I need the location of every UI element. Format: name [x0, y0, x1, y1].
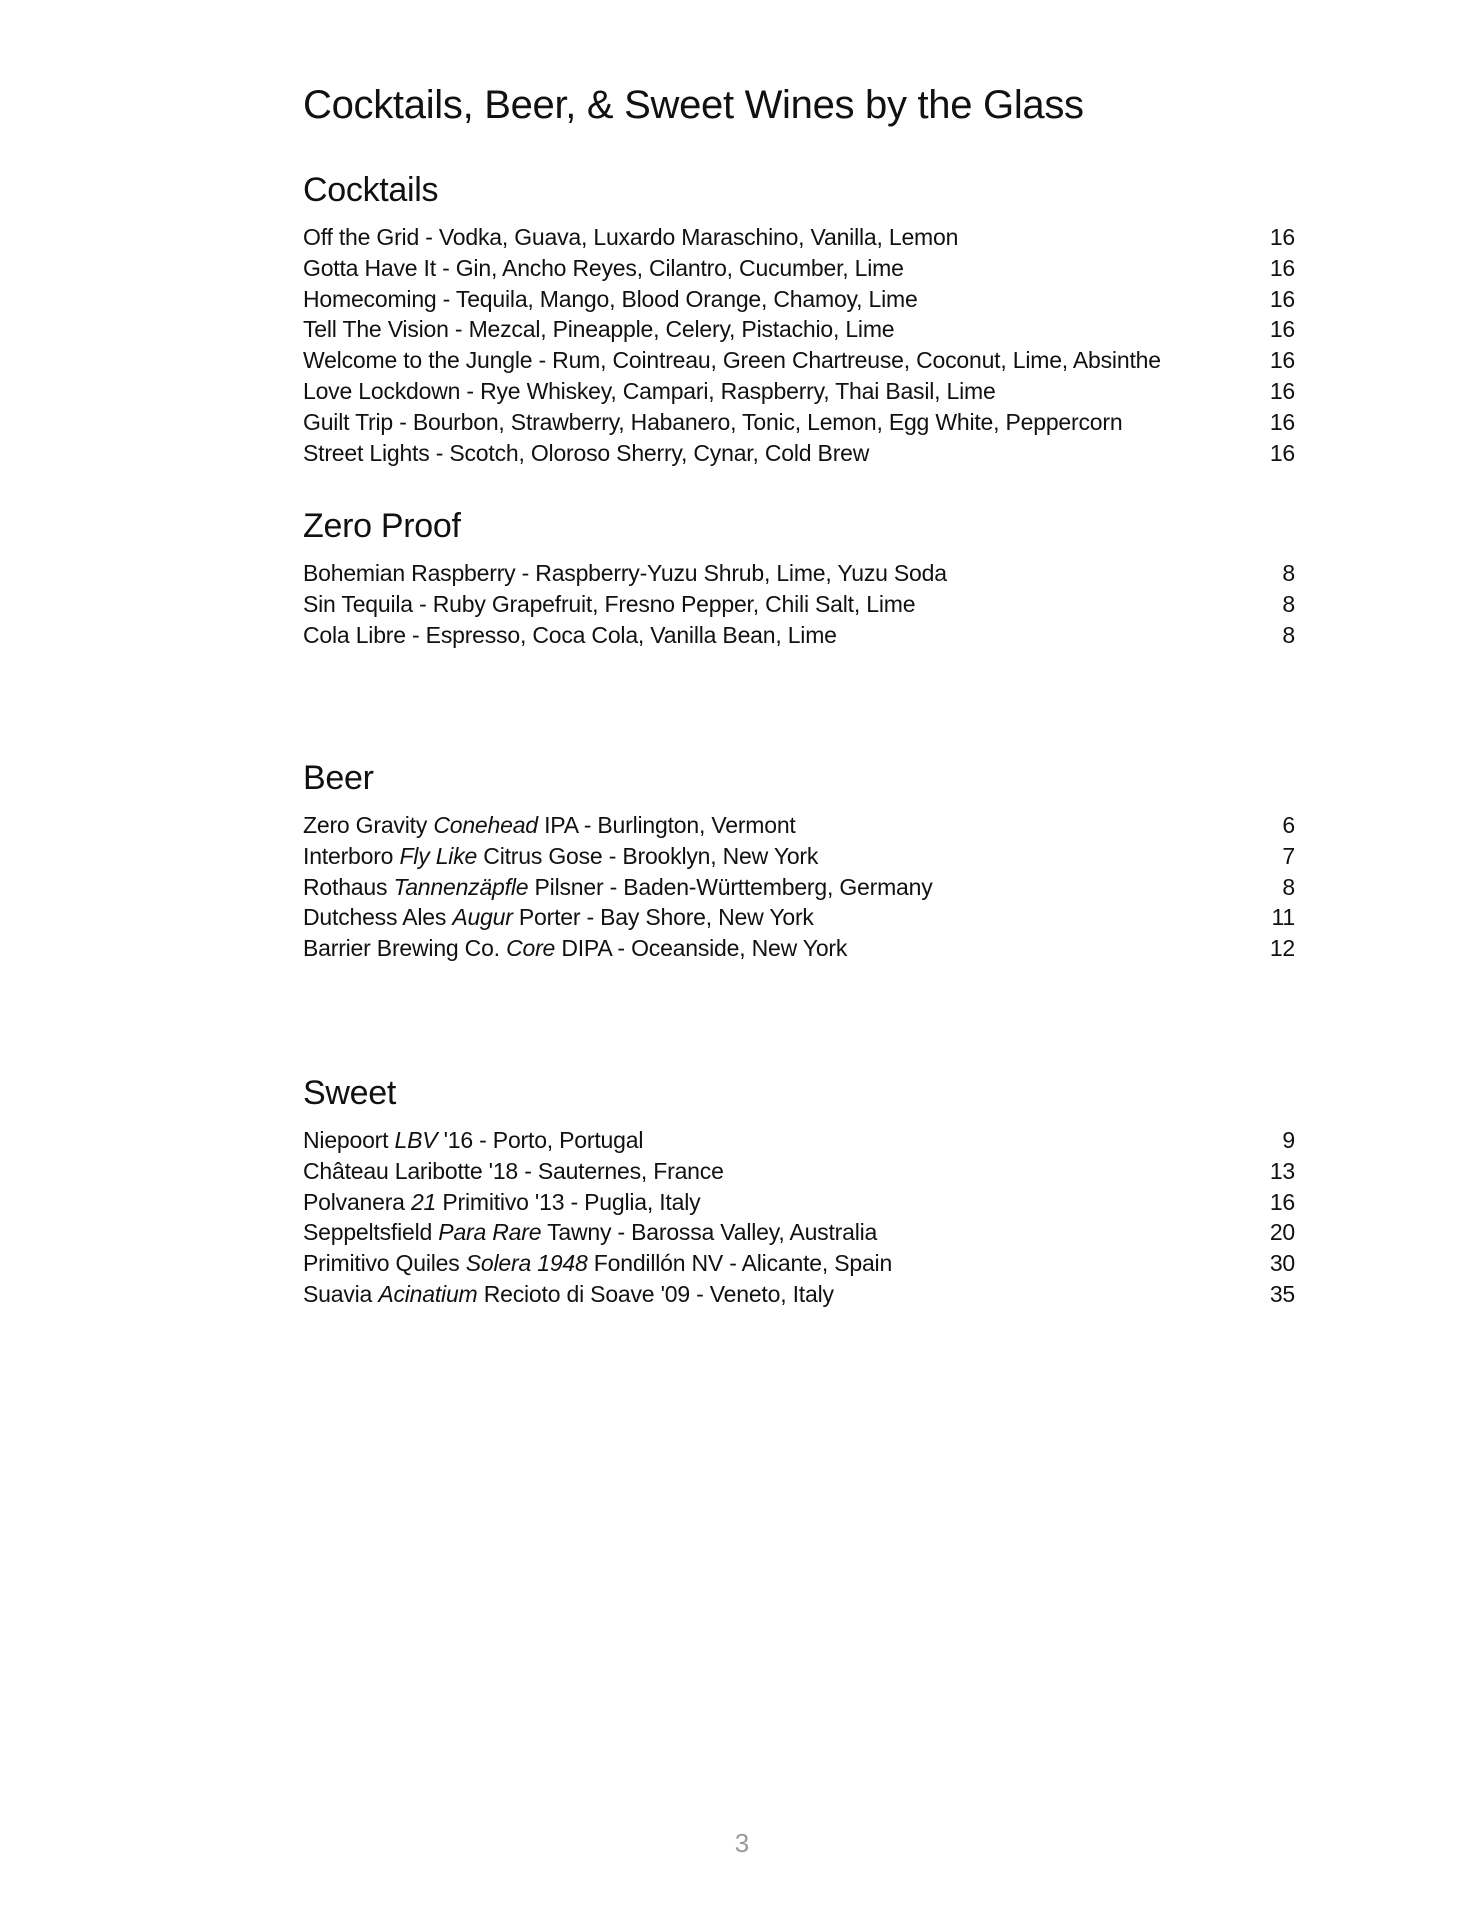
section-heading: Zero Proof [303, 507, 461, 545]
section-heading: Cocktails [303, 171, 439, 209]
list-item [303, 1279, 1295, 1310]
item-price: 12 [1269, 935, 1295, 962]
list-item [303, 1187, 1295, 1218]
item-description: Barrier Brewing Co. Core DIPA - Oceanside, New York [303, 935, 848, 962]
item-price: 8 [1282, 590, 1295, 617]
page-title: Cocktails, Beer, & Sweet Wines by the Glass [303, 83, 1084, 127]
item-description: Niepoort LBV '16 - Porto, Portugal [303, 1127, 644, 1153]
list-item [303, 407, 1295, 438]
item-description: Dutchess Ales Augur Porter - Bay Shore, New York [303, 904, 814, 931]
item-price: 16 [1269, 316, 1295, 343]
item-price: 16 [1269, 377, 1295, 404]
item-list [303, 558, 1295, 650]
item-price: 16 [1269, 1188, 1295, 1215]
section-heading: Beer [303, 759, 374, 797]
item-name-italic: Core [506, 935, 556, 962]
item-description: Seppeltsfield Para Rare Tawny - Barossa Valley, Australia [303, 1219, 878, 1246]
item-description: Primitivo Quiles Solera 1948 Fondillón NV - Alicante, Spain [303, 1250, 893, 1277]
item-price: 16 [1269, 224, 1295, 250]
item-price: 16 [1269, 254, 1295, 281]
section-sweet [303, 1071, 1295, 1310]
item-price: 20 [1269, 1219, 1295, 1246]
item-name-italic: Fly Like [399, 842, 478, 869]
item-description: Off the Grid - Vodka, Guava, Luxardo Maraschino, Vanilla, Lemon [303, 224, 959, 250]
item-price: 8 [1282, 621, 1295, 648]
list-item [303, 841, 1295, 872]
section-zero-proof [303, 504, 1295, 650]
list-item [303, 376, 1295, 407]
list-item [303, 345, 1295, 376]
item-price: 11 [1271, 904, 1295, 931]
item-description: Love Lockdown - Rye Whiskey, Campari, Raspberry, Thai Basil, Lime [303, 377, 996, 404]
list-item [303, 902, 1295, 933]
item-name-italic: Solera 1948 [465, 1250, 588, 1277]
item-description: Interboro Fly Like Citrus Gose - Brooklyn, New York [303, 842, 819, 869]
list-item [303, 1156, 1295, 1187]
item-list [303, 222, 1295, 468]
item-description: Cola Libre - Espresso, Coca Cola, Vanilla Bean, Lime [303, 621, 837, 648]
page-number: 3 [734, 1828, 750, 1858]
section-heading: Sweet [303, 1074, 396, 1112]
item-description: Suavia Acinatium Recioto di Soave '09 - Veneto, Italy [303, 1280, 834, 1307]
item-price: 30 [1269, 1250, 1295, 1277]
item-name-italic: Para Rare [438, 1219, 542, 1246]
list-item [303, 222, 1295, 253]
item-name-italic: 21 [410, 1188, 437, 1215]
item-price: 8 [1282, 873, 1295, 900]
item-list [303, 810, 1295, 964]
item-name-italic: LBV [394, 1127, 438, 1153]
item-description: Rothaus Tannenzäpfle Pilsner - Baden-Württemberg, Germany [303, 873, 933, 900]
item-price: 35 [1269, 1280, 1295, 1307]
item-price: 7 [1282, 842, 1295, 869]
item-description: Guilt Trip - Bourbon, Strawberry, Habanero, Tonic, Lemon, Egg White, Peppercorn [303, 408, 1123, 435]
item-price: 16 [1269, 285, 1295, 312]
list-item [303, 589, 1295, 620]
item-name-italic: Augur [452, 904, 513, 931]
item-description: Street Lights - Scotch, Oloroso Sherry, Cynar, Cold Brew [303, 439, 870, 466]
section-beer [303, 756, 1295, 964]
list-item [303, 314, 1295, 345]
item-name-italic: Tannenzäpfle [393, 873, 529, 900]
item-price: 8 [1282, 560, 1295, 586]
item-price: 9 [1282, 1127, 1295, 1153]
item-price: 16 [1269, 347, 1295, 374]
list-item [303, 620, 1295, 651]
item-description: Bohemian Raspberry - Raspberry-Yuzu Shrub, Lime, Yuzu Soda [303, 560, 947, 586]
item-description: Gotta Have It - Gin, Ancho Reyes, Cilantro, Cucumber, Lime [303, 254, 904, 281]
list-item [303, 284, 1295, 315]
item-name-italic: Acinatium [378, 1280, 478, 1307]
item-description: Château Laribotte '18 - Sauternes, France [303, 1157, 724, 1184]
item-price: 6 [1282, 812, 1295, 838]
item-description: Sin Tequila - Ruby Grapefruit, Fresno Pepper, Chili Salt, Lime [303, 590, 916, 617]
item-price: 16 [1269, 439, 1295, 466]
item-description: Homecoming - Tequila, Mango, Blood Orange, Chamoy, Lime [303, 285, 918, 312]
section-cocktails [303, 168, 1295, 468]
item-description: Polvanera 21 Primitivo '13 - Puglia, Italy [303, 1188, 701, 1215]
item-description: Tell The Vision - Mezcal, Pineapple, Celery, Pistachio, Lime [303, 316, 895, 343]
list-item [303, 253, 1295, 284]
list-item [303, 1248, 1295, 1279]
item-name-italic: Conehead [433, 812, 538, 838]
item-description: Zero Gravity Conehead IPA - Burlington, Vermont [303, 812, 796, 838]
item-list [303, 1125, 1295, 1310]
list-item [303, 810, 1295, 841]
list-item [303, 1217, 1295, 1248]
item-price: 16 [1269, 408, 1295, 435]
list-item [303, 438, 1295, 469]
list-item [303, 872, 1295, 903]
list-item [303, 933, 1295, 964]
list-item [303, 1125, 1295, 1156]
list-item [303, 558, 1295, 589]
menu-page [303, 0, 1295, 1920]
item-price: 13 [1269, 1157, 1295, 1184]
item-description: Welcome to the Jungle - Rum, Cointreau, Green Chartreuse, Coconut, Lime, Absinthe [303, 347, 1161, 374]
